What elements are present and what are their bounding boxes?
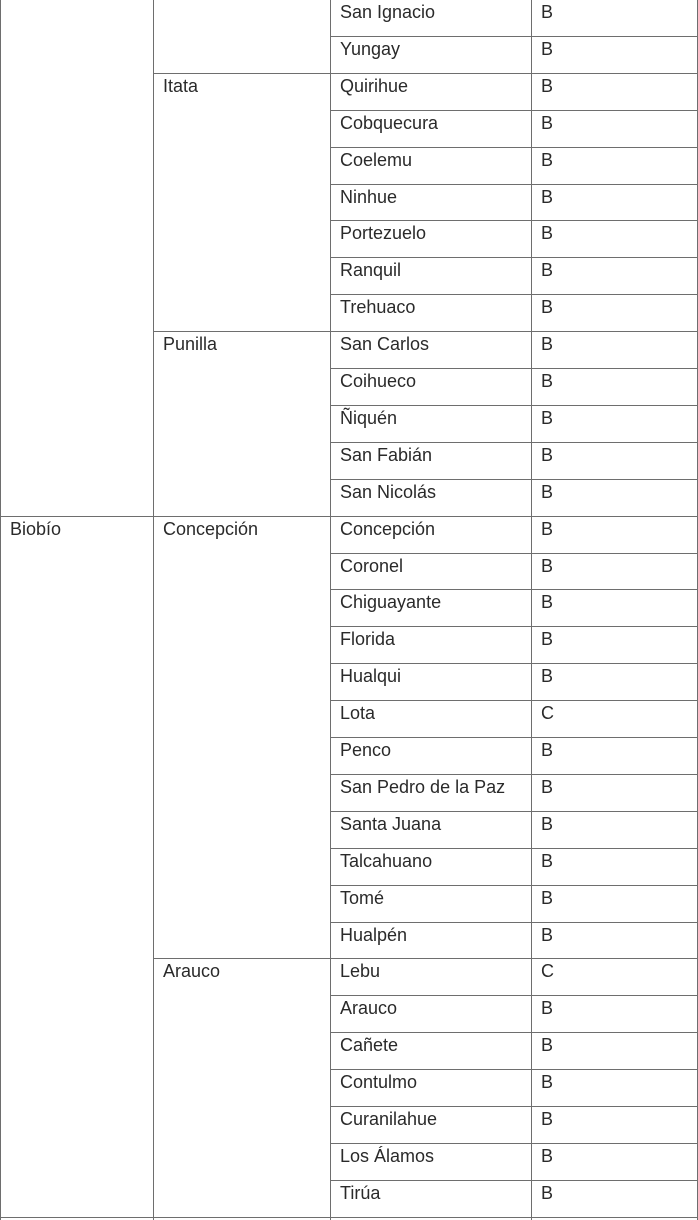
classification-cell: B bbox=[541, 444, 554, 465]
classification-cell: B bbox=[541, 592, 554, 613]
commune-cell: San Pedro de la Paz bbox=[340, 776, 506, 797]
classification-cell: B bbox=[541, 813, 554, 834]
commune-cell: Hualqui bbox=[340, 666, 402, 687]
classification-cell: B bbox=[541, 186, 554, 207]
commune-cell: Concepción bbox=[340, 518, 436, 539]
classification-cell: B bbox=[541, 1109, 554, 1129]
commune-cell: Lebu bbox=[340, 961, 381, 982]
commune-cell: San Carlos bbox=[340, 334, 430, 355]
classification-cell: B bbox=[541, 1035, 554, 1056]
commune-cell: Coronel bbox=[340, 555, 404, 576]
region-cell: Biobío bbox=[10, 518, 62, 539]
classification-cell: B bbox=[541, 666, 554, 687]
classification-cell: C bbox=[541, 703, 554, 724]
classification-cell: B bbox=[541, 75, 554, 96]
commune-cell: Cobquecura bbox=[340, 112, 439, 133]
classification-cell: B bbox=[541, 998, 554, 1019]
commune-cell: Los Álamos bbox=[340, 1145, 435, 1166]
classification-cell: B bbox=[541, 518, 554, 539]
commune-cell: Tirúa bbox=[340, 1182, 381, 1203]
classification-cell: C bbox=[541, 961, 554, 982]
classification-cell: B bbox=[541, 407, 554, 428]
commune-cell: Curanilahue bbox=[340, 1109, 438, 1129]
classification-cell: B bbox=[541, 1145, 554, 1166]
commune-cell: Tomé bbox=[340, 887, 385, 908]
classification-cell: B bbox=[541, 2, 554, 22]
classification-cell: B bbox=[541, 223, 554, 244]
classification-cell: B bbox=[541, 371, 554, 391]
classification-cell: B bbox=[541, 776, 554, 797]
classification-cell: B bbox=[541, 629, 554, 650]
column-divider bbox=[153, 0, 154, 1220]
province-cell: Itata bbox=[163, 75, 199, 96]
commune-cell: Yungay bbox=[340, 38, 401, 59]
province-cell bbox=[154, 0, 330, 73]
classification-cell: B bbox=[541, 1072, 554, 1093]
classification-cell: B bbox=[541, 555, 554, 576]
commune-cell: Chiguayante bbox=[340, 592, 442, 613]
classification-cell: B bbox=[541, 260, 554, 281]
region-cell bbox=[1, 0, 153, 516]
row-divider bbox=[153, 1217, 331, 1218]
classification-cell: B bbox=[541, 1182, 554, 1203]
commune-cell: Florida bbox=[340, 629, 396, 650]
classification-cell: B bbox=[541, 38, 554, 59]
column-divider bbox=[0, 0, 1, 1220]
commune-cell: Portezuelo bbox=[340, 223, 427, 244]
classification-cell: B bbox=[541, 149, 554, 170]
commune-cell: Lota bbox=[340, 703, 376, 724]
province-cell: Arauco bbox=[163, 961, 221, 982]
classification-cell: B bbox=[541, 481, 554, 502]
commune-cell: Ranquil bbox=[340, 260, 402, 281]
commune-cell: Santa Juana bbox=[340, 813, 442, 834]
classification-cell: B bbox=[541, 740, 554, 760]
province-cell: Concepción bbox=[163, 518, 259, 539]
commune-cell: Trehuaco bbox=[340, 297, 416, 318]
commune-cell: Quirihue bbox=[340, 75, 409, 96]
commune-cell: San Ignacio bbox=[340, 2, 436, 22]
commune-cell: Ninhue bbox=[340, 186, 398, 207]
commune-cell: Coihueco bbox=[340, 371, 417, 391]
commune-cell: Coelemu bbox=[340, 149, 413, 170]
commune-cell: Penco bbox=[340, 740, 392, 760]
classification-cell: B bbox=[541, 297, 554, 318]
commune-cell: Ñiquén bbox=[340, 407, 398, 428]
commune-cell: San Nicolás bbox=[340, 481, 437, 502]
commune-cell: Hualpén bbox=[340, 924, 408, 945]
commune-cell: Contulmo bbox=[340, 1072, 418, 1093]
commune-cell: San Fabián bbox=[340, 444, 433, 465]
classification-cell: B bbox=[541, 112, 554, 133]
commune-cell: Cañete bbox=[340, 1035, 399, 1056]
classification-cell: B bbox=[541, 850, 554, 871]
row-divider bbox=[330, 1217, 698, 1218]
row-divider bbox=[0, 1217, 154, 1218]
province-cell: Punilla bbox=[163, 334, 218, 355]
commune-cell: Talcahuano bbox=[340, 850, 433, 871]
classification-cell: B bbox=[541, 887, 554, 908]
column-divider bbox=[531, 0, 532, 1220]
column-divider bbox=[330, 0, 331, 1220]
commune-cell: Arauco bbox=[340, 998, 398, 1019]
classification-cell: B bbox=[541, 924, 554, 945]
classification-cell: B bbox=[541, 334, 554, 355]
